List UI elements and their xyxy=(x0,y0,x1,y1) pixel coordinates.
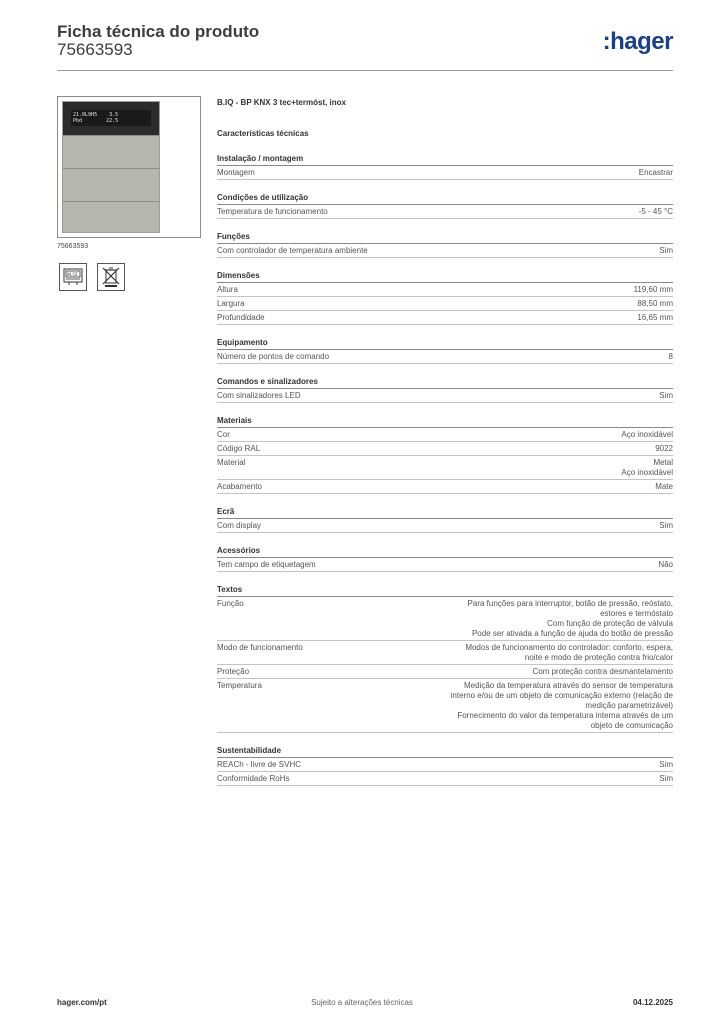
spec-label: Modo de funcionamento xyxy=(217,643,303,652)
footer-disclaimer: Sujeito a alterações técnicas xyxy=(311,998,413,1007)
spec-row xyxy=(217,456,673,480)
spec-row xyxy=(217,679,673,733)
spec-value xyxy=(417,391,673,401)
spec-value-line: interno e/ou de um objeto de comunicação externo (relação de xyxy=(450,691,673,700)
section-title: Materiais xyxy=(217,414,673,428)
spec-value-line: Medição da temperatura através do sensor de temperatura xyxy=(463,681,673,690)
spec-row xyxy=(217,205,673,219)
spec-content xyxy=(217,96,673,786)
spec-row xyxy=(217,442,673,456)
spec-label: Temperatura xyxy=(217,681,262,690)
spec-value-line: medição parametrizável) xyxy=(585,701,673,710)
spec-value-line: 9022 xyxy=(655,444,673,453)
display-text: 21.0L9H5 3.5 Pbd 22.5 xyxy=(73,112,119,124)
section-title: Ecrã xyxy=(217,505,673,519)
spec-value-line: Mate xyxy=(655,482,673,491)
spec-value-line: Modos de funcionamento do controlador: conforto, espera, xyxy=(465,643,673,652)
spec-label: Código RAL xyxy=(217,444,261,453)
spec-value-line: Metal xyxy=(653,458,673,467)
spec-value-line: Pode ser ativada a função de ajuda do botão de pressão xyxy=(471,629,673,638)
spec-value xyxy=(417,521,673,531)
spec-value xyxy=(417,458,673,478)
spec-label: Com controlador de temperatura ambiente xyxy=(217,246,368,255)
spec-value-line: Sim xyxy=(659,521,673,530)
spec-section xyxy=(217,152,673,180)
spec-value-line: estores e termóstato xyxy=(600,609,673,618)
section-title: Acessórios xyxy=(217,544,673,558)
spec-label: Cor xyxy=(217,430,230,439)
spec-section xyxy=(217,505,673,533)
spec-value-line: Com função de proteção de válvula xyxy=(547,619,673,628)
hager-logo: :hager xyxy=(602,28,673,55)
spec-row xyxy=(217,283,673,297)
spec-row xyxy=(217,597,673,641)
spec-section xyxy=(217,414,673,494)
spec-row xyxy=(217,311,673,325)
spec-value-line: Não xyxy=(658,560,673,569)
spec-row xyxy=(217,297,673,311)
spec-label: Com sinalizadores LED xyxy=(217,391,301,400)
spec-label: Material xyxy=(217,458,246,467)
spec-label: Profundidade xyxy=(217,313,265,322)
button-key-3 xyxy=(63,201,159,232)
spec-row xyxy=(217,480,673,494)
spec-section xyxy=(217,583,673,733)
rohs-reach-icon xyxy=(59,263,87,291)
spec-row xyxy=(217,428,673,442)
spec-section xyxy=(217,544,673,572)
spec-row xyxy=(217,665,673,679)
spec-row xyxy=(217,519,673,533)
spec-label: Proteção xyxy=(217,667,250,676)
push-button-plate xyxy=(62,101,160,233)
spec-value xyxy=(417,482,673,492)
spec-value xyxy=(417,643,673,663)
spec-label: Função xyxy=(217,599,244,608)
product-code: 75663593 xyxy=(57,40,133,59)
footer-website: hager.com/pt xyxy=(57,998,107,1007)
spec-value xyxy=(417,681,673,731)
spec-value-line: Aço inoxidável xyxy=(621,468,673,477)
spec-value xyxy=(417,207,673,217)
spec-section xyxy=(217,230,673,258)
spec-section xyxy=(217,744,673,786)
spec-row xyxy=(217,758,673,772)
spec-value-line: Para funções para interruptor, botão de pressão, reóstato, xyxy=(467,599,673,608)
spec-value-line: Sim xyxy=(659,391,673,400)
page-header xyxy=(57,20,673,71)
spec-value-line: -5 - 45 °C xyxy=(638,207,673,216)
spec-row xyxy=(217,641,673,665)
footer-date: 04.12.2025 xyxy=(632,998,673,1007)
spec-section xyxy=(217,269,673,325)
spec-label: Número de pontos de comando xyxy=(217,352,330,361)
spec-section xyxy=(217,191,673,219)
spec-value xyxy=(417,246,673,256)
spec-value xyxy=(417,667,673,677)
spec-value xyxy=(417,313,673,323)
spec-row xyxy=(217,558,673,572)
spec-value-line: Aço inoxidável xyxy=(621,430,673,439)
spec-value-line: noite e modo de proteção contra frio/calor xyxy=(524,653,673,662)
page-title: Ficha técnica do produto xyxy=(57,22,260,41)
spec-value xyxy=(417,444,673,454)
spec-value xyxy=(417,299,673,309)
logo-text: hager xyxy=(610,28,673,55)
spec-value xyxy=(417,760,673,770)
weee-bin-icon xyxy=(97,263,125,291)
section-title: Comandos e sinalizadores xyxy=(217,375,673,389)
section-title: Dimensões xyxy=(217,269,673,283)
spec-value-line: Sim xyxy=(659,246,673,255)
section-title: Equipamento xyxy=(217,336,673,350)
spec-label: Tem campo de etiquetagem xyxy=(217,560,316,569)
spec-label: Largura xyxy=(217,299,245,308)
spec-row xyxy=(217,244,673,258)
section-title: Instalação / montagem xyxy=(217,152,673,166)
spec-value xyxy=(417,774,673,784)
spec-value xyxy=(417,168,673,178)
section-title: Sustentabilidade xyxy=(217,744,673,758)
spec-row xyxy=(217,166,673,180)
spec-value-line: Sim xyxy=(659,760,673,769)
product-name: B.IQ - BP KNX 3 tec+termóst, inox xyxy=(217,98,346,107)
spec-section xyxy=(217,336,673,364)
spec-value-line: 88,50 mm xyxy=(637,299,673,308)
spec-value-line: Encastrar xyxy=(638,168,673,177)
image-caption: 75663593 xyxy=(57,243,89,250)
spec-value xyxy=(417,599,673,639)
spec-section xyxy=(217,375,673,403)
spec-label: Com display xyxy=(217,521,262,530)
spec-label: REACh - livre de SVHC xyxy=(217,760,302,769)
section-title: Funções xyxy=(217,230,673,244)
spec-row xyxy=(217,350,673,364)
spec-row xyxy=(217,772,673,786)
product-image xyxy=(57,96,201,238)
spec-value-line: Fornecimento do valor da temperatura interna através de um xyxy=(457,711,673,720)
spec-value-line: 16,65 mm xyxy=(637,313,673,322)
spec-value xyxy=(417,430,673,440)
tech-heading: Características técnicas xyxy=(217,129,309,138)
svg-text:IN.CE: IN.CE xyxy=(67,272,78,277)
button-key-1 xyxy=(63,135,159,168)
section-title: Condições de utilização xyxy=(217,191,673,205)
spec-label: Acabamento xyxy=(217,482,262,491)
spec-value xyxy=(417,560,673,570)
button-key-2 xyxy=(63,168,159,201)
spec-value-line: objeto de comunicação xyxy=(590,721,673,730)
section-title: Textos xyxy=(217,583,673,597)
spec-value-line: Com proteção contra desmantelamento xyxy=(532,667,673,676)
spec-value-line: 119,60 mm xyxy=(633,285,673,294)
spec-value xyxy=(417,285,673,295)
spec-value-line: Sim xyxy=(659,774,673,783)
spec-label: Conformidade RoHs xyxy=(217,774,290,783)
spec-label: Temperatura de funcionamento xyxy=(217,207,328,216)
spec-label: Montagem xyxy=(217,168,255,177)
spec-label: Altura xyxy=(217,285,238,294)
spec-value xyxy=(417,352,673,362)
spec-value-line: 8 xyxy=(668,352,673,361)
spec-sections xyxy=(217,152,673,786)
spec-row xyxy=(217,389,673,403)
